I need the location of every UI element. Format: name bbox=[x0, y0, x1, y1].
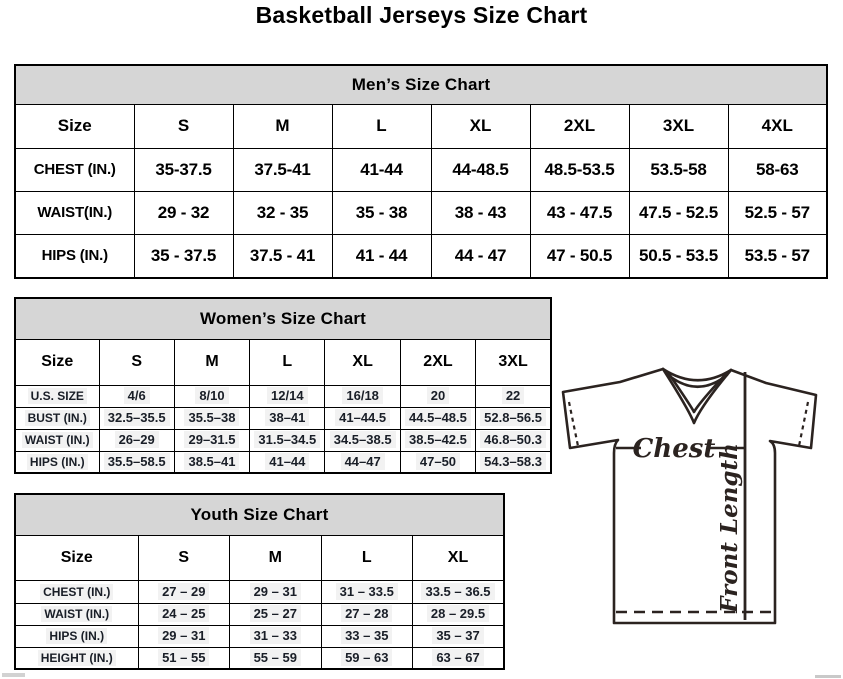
table-cell: 44 - 47 bbox=[431, 234, 530, 278]
table-cell: 47 - 50.5 bbox=[530, 234, 629, 278]
table-cell: 41-44 bbox=[332, 148, 431, 191]
table-cell: 38–41 bbox=[250, 407, 325, 429]
table-cell: 63 – 67 bbox=[413, 647, 505, 669]
row-label: HEIGHT (IN.) bbox=[15, 647, 138, 669]
table-cell: 29 – 31 bbox=[138, 625, 230, 647]
size-col-header: 3XL bbox=[476, 339, 551, 385]
jersey-outline bbox=[563, 369, 816, 623]
table-row bbox=[15, 385, 551, 407]
table-cell: 33 – 35 bbox=[321, 625, 413, 647]
row-label: WAIST(IN.) bbox=[15, 191, 134, 234]
size-col-header: L bbox=[250, 339, 325, 385]
table-cell: 12/14 bbox=[250, 385, 325, 407]
table-cell: 44–47 bbox=[325, 451, 400, 473]
table-row bbox=[15, 451, 551, 473]
table-row bbox=[15, 647, 504, 669]
size-col-header: L bbox=[321, 535, 413, 580]
size-col-header: S bbox=[138, 535, 230, 580]
size-col-header: S bbox=[99, 339, 174, 385]
table-cell: 35 – 37 bbox=[413, 625, 505, 647]
table-row bbox=[15, 580, 504, 603]
table-cell: 51 – 55 bbox=[138, 647, 230, 669]
table-cell: 41 - 44 bbox=[332, 234, 431, 278]
table-cell: 32 - 35 bbox=[233, 191, 332, 234]
table-row bbox=[15, 148, 827, 191]
size-col-header: L bbox=[332, 104, 431, 148]
size-col-header: S bbox=[134, 104, 233, 148]
row-label: HIPS (IN.) bbox=[15, 451, 99, 473]
table-cell: 52.5 - 57 bbox=[728, 191, 827, 234]
size-col-header: M bbox=[174, 339, 249, 385]
size-header-label: Size bbox=[15, 535, 138, 580]
size-header-label: Size bbox=[15, 339, 99, 385]
table-cell: 35.5–58.5 bbox=[99, 451, 174, 473]
row-label: HIPS (IN.) bbox=[15, 625, 138, 647]
table-row bbox=[15, 191, 827, 234]
table-cell: 43 - 47.5 bbox=[530, 191, 629, 234]
table-cell: 41–44.5 bbox=[325, 407, 400, 429]
table-cell: 47–50 bbox=[400, 451, 475, 473]
table-cell: 27 – 29 bbox=[138, 580, 230, 603]
size-col-header: XL bbox=[431, 104, 530, 148]
table-cell: 48.5-53.5 bbox=[530, 148, 629, 191]
row-label: U.S. SIZE bbox=[15, 385, 99, 407]
table-cell: 20 bbox=[400, 385, 475, 407]
scrollbar-thumb-fragment-right[interactable] bbox=[815, 675, 841, 678]
table-cell: 29 – 31 bbox=[230, 580, 322, 603]
womens-table-title: Women’s Size Chart bbox=[15, 298, 551, 339]
size-col-header: M bbox=[230, 535, 322, 580]
table-cell: 4/6 bbox=[99, 385, 174, 407]
size-header-label: Size bbox=[15, 104, 134, 148]
youth-size-table bbox=[14, 493, 505, 670]
table-cell: 25 – 27 bbox=[230, 603, 322, 625]
table-cell: 33.5 – 36.5 bbox=[413, 580, 505, 603]
jersey-measurement-diagram bbox=[558, 360, 830, 662]
row-label: WAIST (IN.) bbox=[15, 603, 138, 625]
front-length-measure-label: Front Length bbox=[716, 443, 743, 613]
size-col-header: 2XL bbox=[400, 339, 475, 385]
table-cell: 29 - 32 bbox=[134, 191, 233, 234]
table-row bbox=[15, 407, 551, 429]
scrollbar-thumb-fragment-left[interactable] bbox=[2, 673, 25, 677]
row-label: CHEST (IN.) bbox=[15, 580, 138, 603]
row-label: CHEST (IN.) bbox=[15, 148, 134, 191]
table-cell: 35 - 38 bbox=[332, 191, 431, 234]
table-cell: 53.5 - 57 bbox=[728, 234, 827, 278]
table-row bbox=[15, 429, 551, 451]
table-cell: 53.5-58 bbox=[629, 148, 728, 191]
size-col-header: XL bbox=[413, 535, 505, 580]
table-cell: 55 – 59 bbox=[230, 647, 322, 669]
table-cell: 29–31.5 bbox=[174, 429, 249, 451]
size-col-header: 4XL bbox=[728, 104, 827, 148]
youth-table-title: Youth Size Chart bbox=[15, 494, 504, 535]
table-cell: 47.5 - 52.5 bbox=[629, 191, 728, 234]
table-cell: 50.5 - 53.5 bbox=[629, 234, 728, 278]
table-cell: 8/10 bbox=[174, 385, 249, 407]
table-cell: 28 – 29.5 bbox=[413, 603, 505, 625]
table-cell: 26–29 bbox=[99, 429, 174, 451]
size-col-header: XL bbox=[325, 339, 400, 385]
table-cell: 31 – 33 bbox=[230, 625, 322, 647]
table-cell: 41–44 bbox=[250, 451, 325, 473]
table-cell: 22 bbox=[476, 385, 551, 407]
row-label: WAIST (IN.) bbox=[15, 429, 99, 451]
row-label: HIPS (IN.) bbox=[15, 234, 134, 278]
chest-measure-label: Chest bbox=[632, 434, 716, 464]
table-cell: 31 – 33.5 bbox=[321, 580, 413, 603]
table-cell: 44.5–48.5 bbox=[400, 407, 475, 429]
table-cell: 27 – 28 bbox=[321, 603, 413, 625]
row-label: BUST (IN.) bbox=[15, 407, 99, 429]
table-cell: 58-63 bbox=[728, 148, 827, 191]
table-cell: 54.3–58.3 bbox=[476, 451, 551, 473]
page-title: Basketball Jerseys Size Chart bbox=[255, 2, 588, 28]
table-cell: 16/18 bbox=[325, 385, 400, 407]
table-cell: 38.5–41 bbox=[174, 451, 249, 473]
size-col-header: 3XL bbox=[629, 104, 728, 148]
table-cell: 35 - 37.5 bbox=[134, 234, 233, 278]
table-cell: 35-37.5 bbox=[134, 148, 233, 191]
table-cell: 31.5–34.5 bbox=[250, 429, 325, 451]
table-cell: 46.8–50.3 bbox=[476, 429, 551, 451]
table-row bbox=[15, 234, 827, 278]
table-cell: 37.5 - 41 bbox=[233, 234, 332, 278]
table-cell: 38.5–42.5 bbox=[400, 429, 475, 451]
mens-size-table bbox=[14, 64, 828, 279]
table-row bbox=[15, 603, 504, 625]
size-col-header: M bbox=[233, 104, 332, 148]
table-cell: 32.5–35.5 bbox=[99, 407, 174, 429]
table-cell: 34.5–38.5 bbox=[325, 429, 400, 451]
table-cell: 44-48.5 bbox=[431, 148, 530, 191]
table-cell: 24 – 25 bbox=[138, 603, 230, 625]
size-col-header: 2XL bbox=[530, 104, 629, 148]
table-cell: 38 - 43 bbox=[431, 191, 530, 234]
table-cell: 37.5-41 bbox=[233, 148, 332, 191]
mens-table-title: Men’s Size Chart bbox=[15, 65, 827, 104]
table-cell: 52.8–56.5 bbox=[476, 407, 551, 429]
table-row bbox=[15, 625, 504, 647]
table-cell: 35.5–38 bbox=[174, 407, 249, 429]
womens-size-table bbox=[14, 297, 552, 474]
table-cell: 59 – 63 bbox=[321, 647, 413, 669]
